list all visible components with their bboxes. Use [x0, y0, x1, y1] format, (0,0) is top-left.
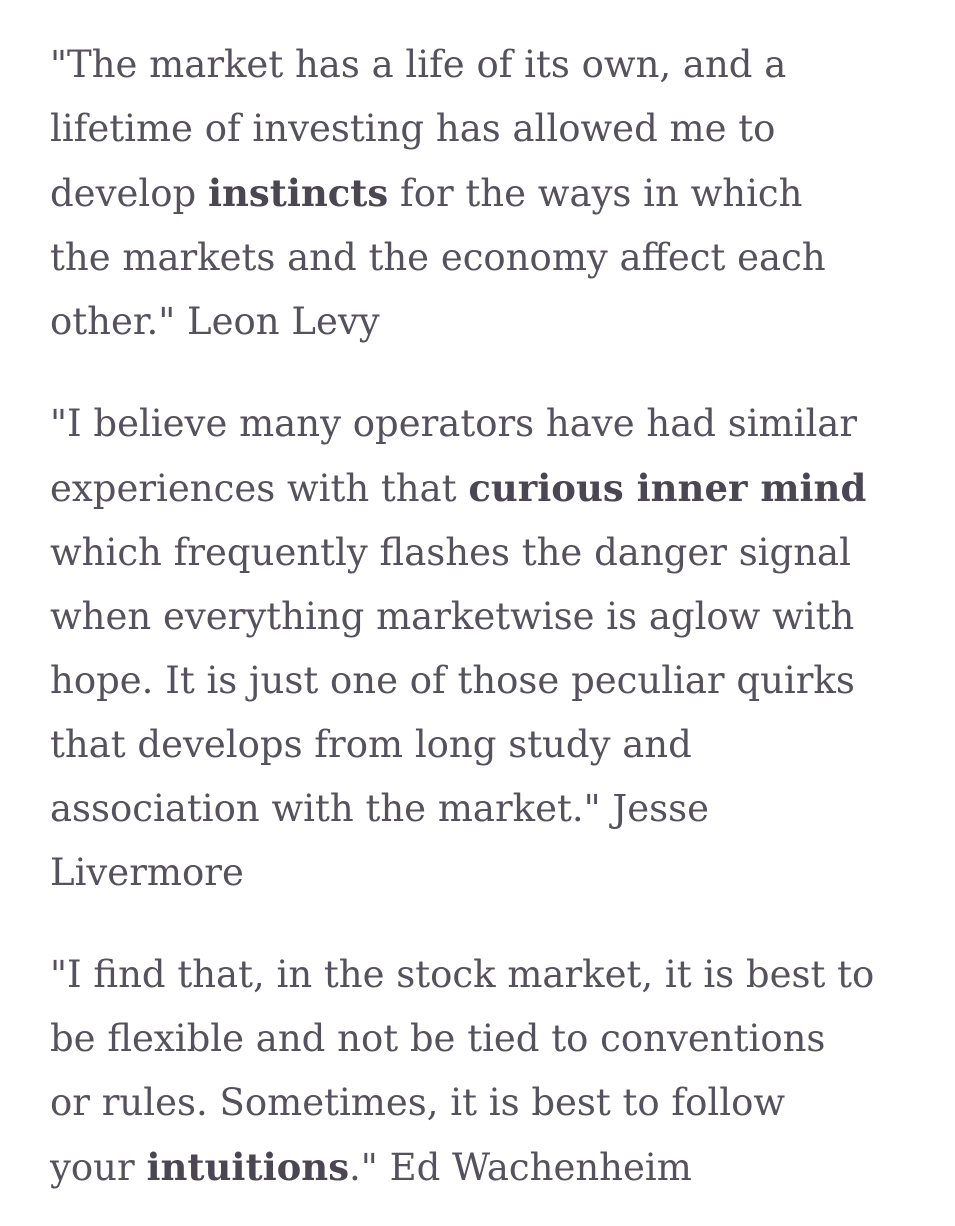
- quote-leon-levy: [50, 33, 915, 354]
- quote-line: the markets and the economy affect each: [50, 236, 826, 279]
- emphasis-intuitions: intuitions: [146, 1145, 350, 1189]
- quote-line: "I find that, in the stock market, it is best to: [50, 953, 875, 996]
- emphasis-curious-inner-mind: curious inner mind: [468, 466, 867, 510]
- quote-line: association with the market." Jesse: [50, 787, 709, 830]
- quote-line: when everything marketwise is aglow with: [50, 595, 855, 638]
- quote-line-attribution: your intuitions." Ed Wachenheim: [50, 1145, 692, 1189]
- quote-line: hope. It is just one of those peculiar quirks: [50, 659, 855, 702]
- quote-line: develop instincts for the ways in which: [50, 171, 803, 215]
- quote-ed-wachenheim: [50, 943, 915, 1200]
- quote-line: lifetime of investing has allowed me to: [50, 107, 776, 150]
- quote-line-attribution: Livermore: [50, 851, 244, 894]
- quote-jesse-livermore: [50, 392, 915, 905]
- quote-line: that develops from long study and: [50, 723, 692, 766]
- quote-line: or rules. Sometimes, it is best to follow: [50, 1081, 786, 1124]
- quote-line: "The market has a life of its own, and a: [50, 43, 787, 86]
- emphasis-instincts: instincts: [207, 171, 389, 215]
- quote-line: "I believe many operators have had similar: [50, 402, 858, 445]
- quote-line: which frequently flashes the danger signal: [50, 531, 851, 574]
- quote-line-attribution: other." Leon Levy: [50, 300, 380, 343]
- quote-line: be flexible and not be tied to conventions: [50, 1017, 826, 1060]
- quote-line: experiences with that curious inner mind: [50, 466, 867, 510]
